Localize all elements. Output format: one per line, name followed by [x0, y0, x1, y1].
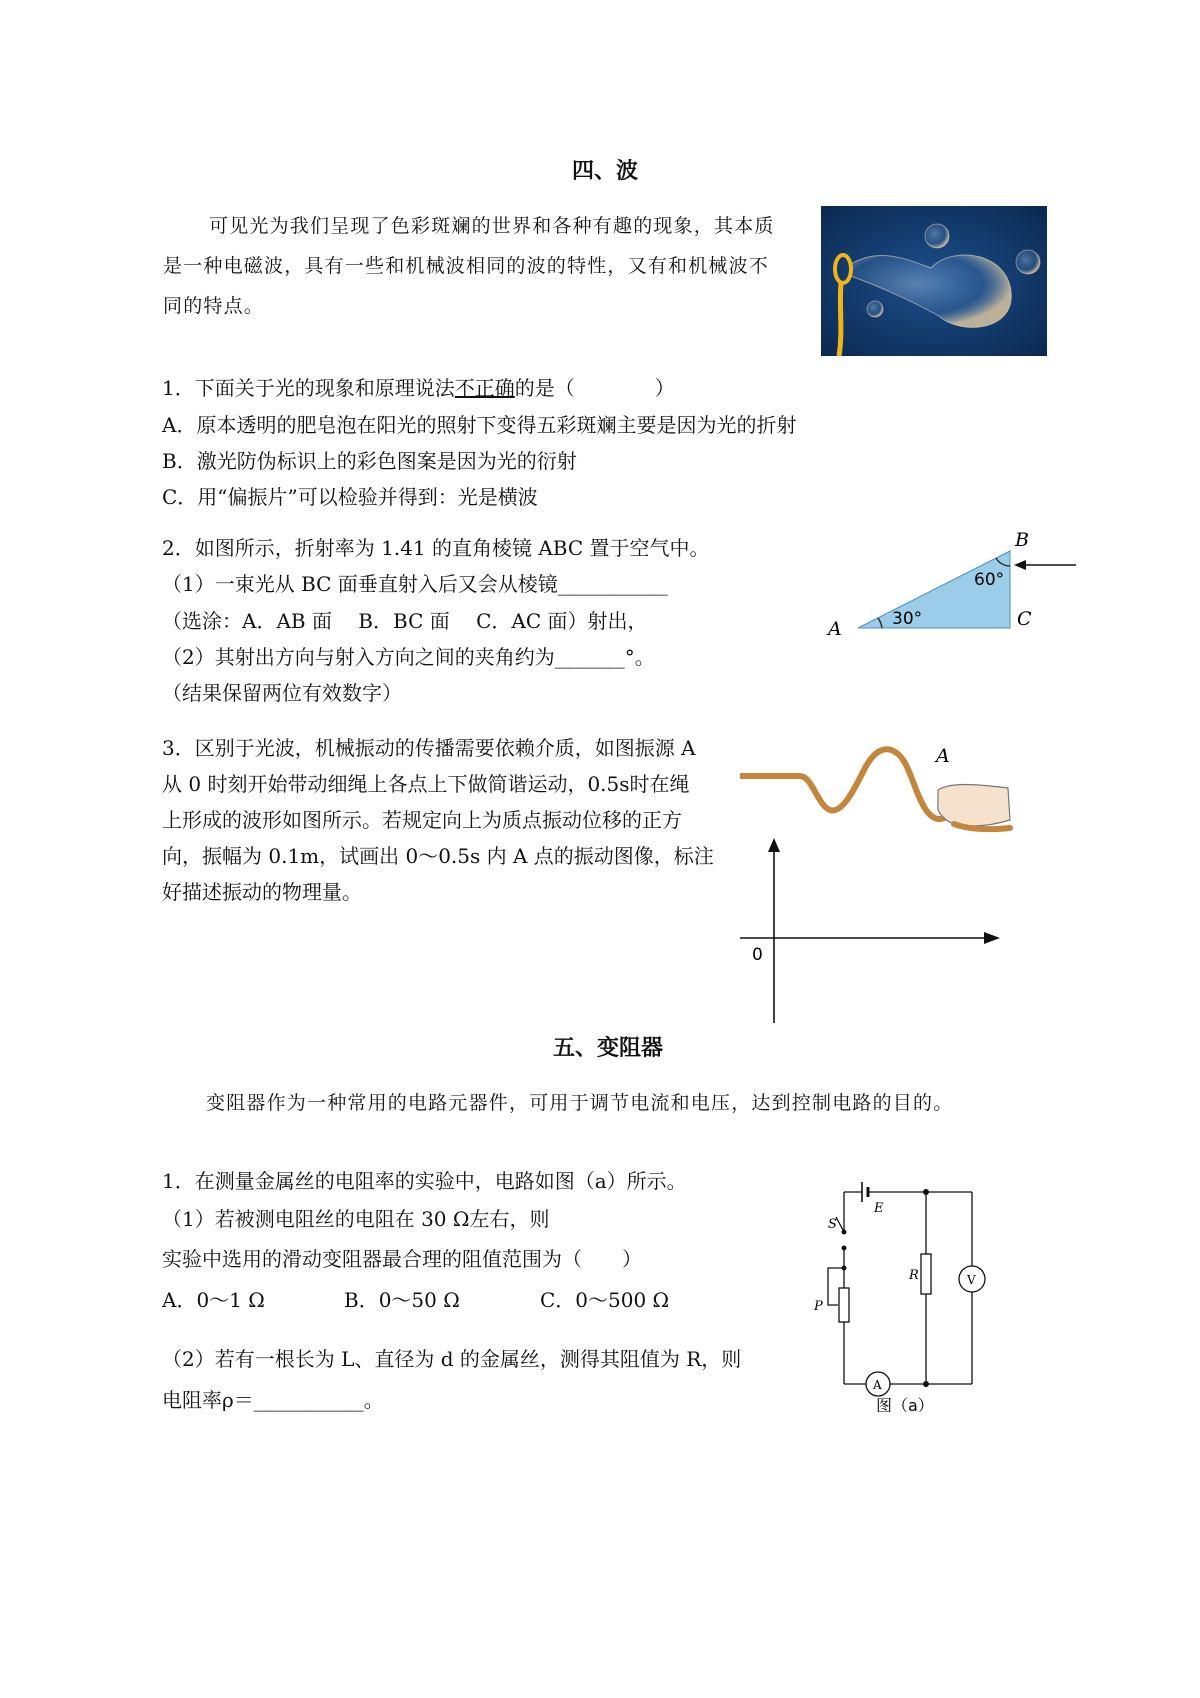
intro-line: 是一种电磁波，具有一些和机械波相同的波的特性，又有和机械波不	[163, 255, 770, 277]
q3-line: 向，振幅为 0.1m，试画出 0～0.5s 内 A 点的振动图像，标注	[162, 844, 714, 868]
voltmeter-label: V	[967, 1273, 976, 1287]
q2-line: 2．如图所示，折射率为 1.41 的直角棱镜 ABC 置于空气中。	[162, 536, 710, 560]
angle-a-label: 30°	[892, 609, 923, 629]
circuit-figure	[810, 1162, 1010, 1412]
q1-option-a: A．原本透明的肥皂泡在阳光的照射下变得五彩斑斓主要是因为光的折射	[162, 413, 797, 437]
slider-label: P	[814, 1299, 823, 1314]
switch-contact	[842, 1230, 847, 1235]
q2-line: （1）一束光从 BC 面垂直射入后又会从棱镜___________	[162, 572, 668, 596]
switch-label: S	[828, 1217, 837, 1232]
figure-caption: 图（a）	[876, 1396, 934, 1412]
section5-intro: 变阻器作为一种常用的电路元器件，可用于调节电流和电压，达到控制电路的目的。	[206, 1092, 954, 1114]
junction-dot	[923, 1381, 929, 1387]
s5-q1-part2: 电阻率ρ＝___________。	[162, 1388, 384, 1412]
intro-line: 可见光为我们呈现了色彩斑斓的世界和各种有趣的现象，其本质	[209, 215, 775, 237]
origin-label: 0	[752, 945, 763, 965]
vertex-a-label: A	[828, 618, 842, 638]
ammeter-label: A	[873, 1378, 882, 1392]
battery-label: E	[874, 1201, 884, 1216]
hand	[938, 785, 1010, 827]
switch-contact	[842, 1246, 847, 1251]
q1-stem-underlined: 不正确	[454, 376, 515, 400]
section4-title: 四、波	[572, 158, 639, 184]
rheostat-slider-wire	[828, 1268, 844, 1305]
rheostat-body	[839, 1288, 849, 1322]
intro-line: 同的特点。	[163, 295, 265, 317]
q3-line: 上形成的波形如图所示。若规定向上为质点振动位移的正方	[162, 808, 682, 832]
q3-line: 从 0 时刻开始带动细绳上各点上下做简谐运动，0.5s时在绳	[162, 772, 690, 796]
vibration-graph-axes	[738, 838, 1008, 1023]
vertex-b-label: B	[1015, 529, 1029, 551]
section5-title: 五、变阻器	[553, 1035, 664, 1061]
resistor-body	[921, 1254, 931, 1294]
q3-line: 好描述振动的物理量。	[162, 880, 362, 904]
rope-wave-figure	[740, 740, 1020, 840]
s5-q1-part2: （2）若有一根长为 L、直径为 d 的金属丝，测得其阻值为 R，则	[162, 1347, 742, 1371]
rope	[740, 749, 955, 819]
q3-line: 3．区别于光波，机械振动的传播需要依赖介质，如图振源 A	[162, 736, 696, 760]
junction-dot	[842, 1266, 847, 1271]
s5-q1-line: 1．在测量金属丝的电阻率的实验中，电路如图（a）所示。	[162, 1169, 687, 1193]
section4-intro	[163, 206, 813, 326]
incident-arrowhead	[1014, 560, 1026, 570]
q1-stem	[162, 370, 675, 406]
point-a-label: A	[936, 745, 950, 767]
s5-q1-line: 实验中选用的滑动变阻器最合理的阻值范围为（ ）	[162, 1247, 642, 1271]
q1-stem-part: 的是（ ）	[514, 376, 675, 400]
q2-line: （2）其射出方向与射入方向之间的夹角约为_______°。	[162, 645, 655, 669]
x-axis-arrow	[984, 932, 1000, 944]
q2-line: （选涂：A．AB 面 B．BC 面 C．AC 面）射出，	[162, 609, 648, 633]
q1-stem-part: 1．下面关于光的现象和原理说法	[162, 376, 455, 400]
y-axis-arrow	[768, 838, 780, 852]
junction-dot	[923, 1189, 929, 1195]
s5-q1-option-b: B．0～50 Ω	[344, 1288, 460, 1312]
soap-bubble-photo	[821, 206, 1047, 356]
angle-b-label: 60°	[974, 570, 1005, 590]
q1-option-c: C．用“偏振片”可以检验并得到：光是横波	[162, 485, 538, 509]
vertex-c-label: C	[1017, 608, 1032, 630]
switch-lever	[836, 1217, 844, 1232]
q2-line: （结果保留两位有效数字）	[162, 681, 402, 705]
s5-q1-line: （1）若被测电阻丝的电阻在 30 Ω左右，则	[162, 1207, 550, 1231]
resistor-label: R	[909, 1268, 919, 1283]
q1-option-b: B．激光防伪标识上的彩色图案是因为光的衍射	[162, 449, 577, 473]
s5-q1-option-c: C．0～500 Ω	[540, 1288, 670, 1312]
prism-figure	[820, 526, 1080, 638]
s5-q1-option-a: A．0～1 Ω	[162, 1288, 265, 1312]
